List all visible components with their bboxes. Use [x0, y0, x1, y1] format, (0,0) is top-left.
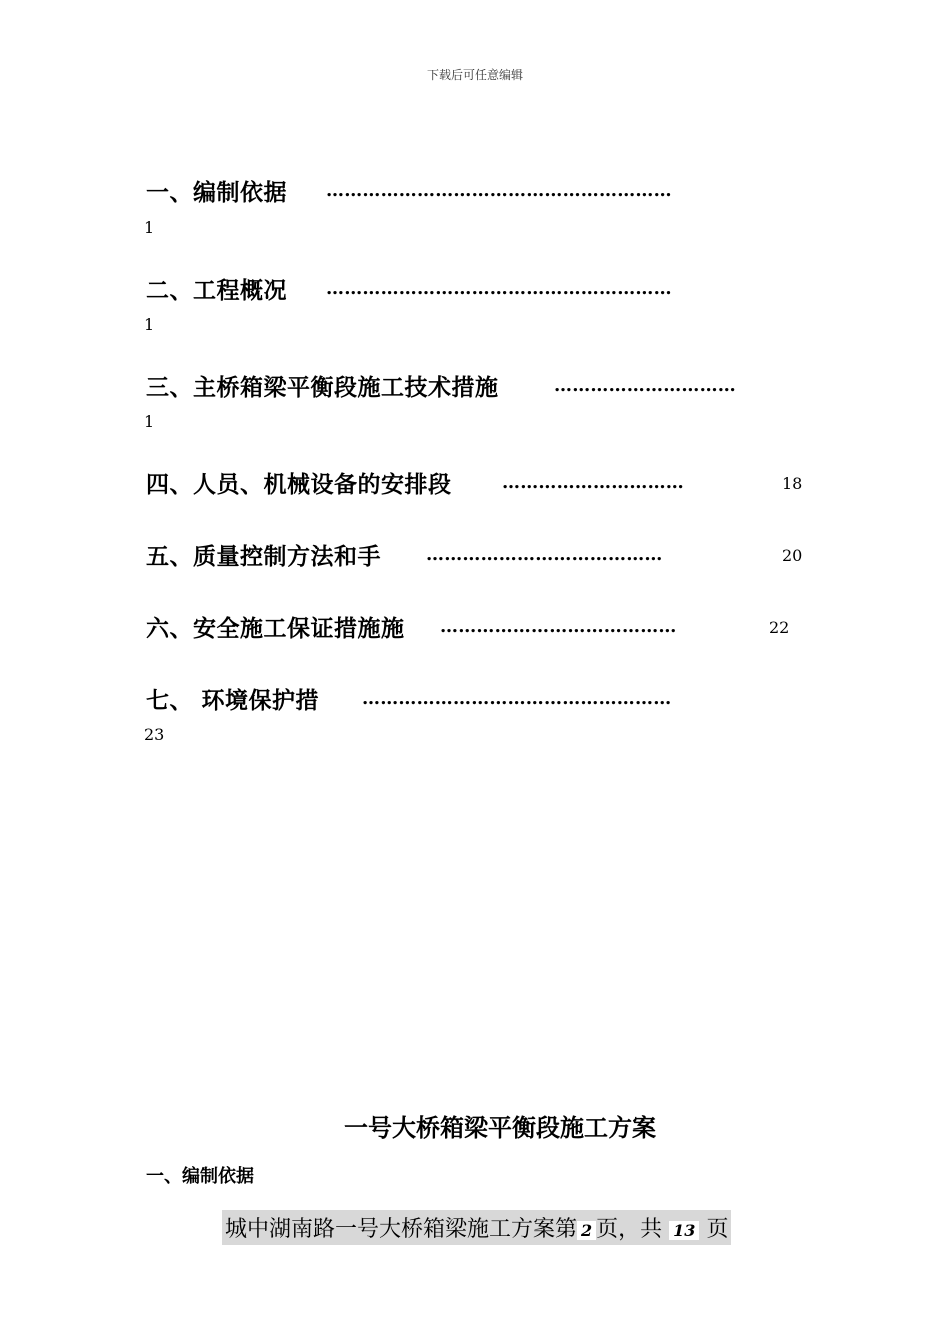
toc-title: 六、安全施工保证措施施 [146, 615, 405, 642]
page-footer [222, 1210, 731, 1245]
footer-prefix: 城中湖南路一号大桥箱梁施工方案第 [225, 1217, 578, 1242]
toc-title: 三、主桥箱梁平衡段施工技术措施 [146, 374, 499, 401]
toc-page-number: 23 [144, 725, 165, 744]
document-title: 一号大桥箱梁平衡段施工方案 [344, 1113, 656, 1142]
header-note: 下载后可任意编辑 [426, 68, 523, 82]
toc-dots: ………………………………… [440, 616, 677, 637]
toc-page-number: 20 [782, 546, 803, 565]
toc-dots: ………………………… [554, 375, 736, 396]
toc-page-number: 1 [144, 412, 155, 431]
footer-suffix: 页 [706, 1217, 729, 1242]
footer-total-pages: 13 [669, 1221, 699, 1240]
toc-page-number: 18 [782, 474, 803, 493]
toc-dots: ………………………………………………… [326, 278, 672, 299]
section-heading: 一、编制依据 [146, 1166, 254, 1187]
toc-title: 七、 环境保护措 [146, 687, 320, 714]
toc-page-number: 22 [769, 618, 790, 637]
toc-dots: ………………………………………………… [326, 180, 672, 201]
toc-title: 五、质量控制方法和手 [146, 543, 381, 570]
footer-middle: 页，共 [596, 1217, 663, 1242]
toc-page-number: 1 [144, 218, 155, 237]
toc-page-number: 1 [144, 315, 155, 334]
toc-title: 二、工程概况 [146, 277, 287, 304]
toc-title: 一、编制依据 [146, 179, 287, 206]
toc-dots: ………………………… [502, 472, 684, 493]
toc-dots: ………………………………… [426, 544, 663, 565]
toc-dots: …………………………………………… [362, 688, 672, 709]
toc-title: 四、人员、机械设备的安排段 [146, 471, 452, 498]
footer-page-number: 2 [577, 1221, 596, 1240]
